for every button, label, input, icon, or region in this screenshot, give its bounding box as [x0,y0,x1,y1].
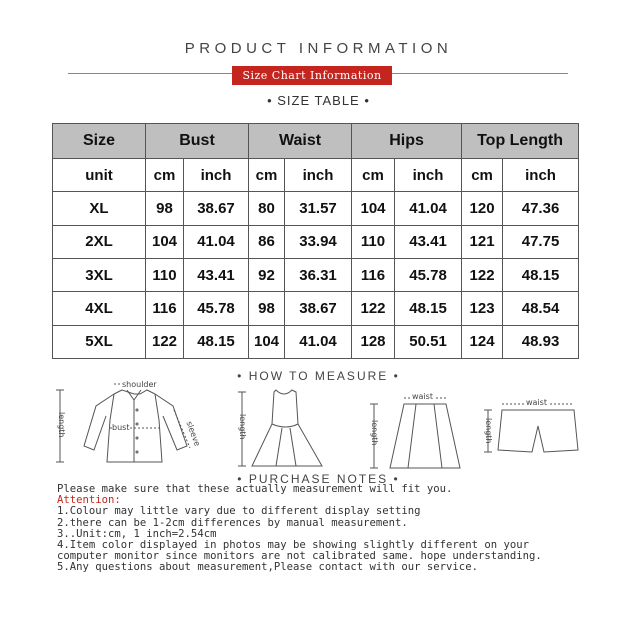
unit-cell: cm [146,159,184,192]
unit-cell: cm [352,159,395,192]
table-cell: 38.67 [285,292,352,325]
table-cell: 47.36 [503,192,579,225]
dress-icon [232,384,342,472]
page-title: PRODUCT INFORMATION [184,40,453,57]
table-cell: 110 [146,259,184,292]
table-cell: 41.04 [395,192,462,225]
table-cell: 123 [462,292,503,325]
size-table-subtitle: • SIZE TABLE • [267,93,370,108]
table-cell: 48.15 [503,259,579,292]
table-cell: 48.15 [184,325,249,358]
header-bust: Bust [146,124,249,159]
sleeve-label: sleeve [184,420,202,448]
unit-label: unit [53,159,146,192]
notes-line: 1.Colour may little vary due to different display setting [57,505,421,518]
size-table [52,123,579,359]
table-cell: 80 [249,192,285,225]
table-cell: 86 [249,225,285,258]
table-cell: 45.78 [184,292,249,325]
shirt-measure-figure [52,380,232,472]
table-cell: 33.94 [285,225,352,258]
notes-line: 2.there can be 1-2cm differences by manual measurement. [57,516,408,529]
skirt-length-label: length [370,420,379,446]
table-header-row [53,124,579,159]
table-cell: 116 [352,259,395,292]
shirt-icon [52,380,232,472]
size-cell: 3XL [53,259,146,292]
table-cell: 122 [146,325,184,358]
unit-cell: inch [503,159,579,192]
table-cell: 120 [462,192,503,225]
notes-line: 3..Unit:cm, 1 inch=2.54cm [57,527,217,540]
table-cell: 48.54 [503,292,579,325]
table-cell: 41.04 [184,225,249,258]
header-top-length: Top Length [462,124,579,159]
notes-line: computer monitor since monitors are not calibrated same. hope understanding. [57,550,542,563]
table-cell: 104 [146,225,184,258]
table-cell: 122 [352,292,395,325]
attention-label: Attention: [57,494,121,507]
table-row [53,325,579,358]
table-cell: 48.93 [503,325,579,358]
header-hips: Hips [352,124,462,159]
notes-line: 5.Any questions about measurement,Please contact with our service. [57,561,478,574]
bust-label: bust [112,423,130,432]
table-cell: 45.78 [395,259,462,292]
notes-line: 4.Item color displayed in photos may be showing slightly different on your [57,539,529,552]
table-cell: 50.51 [395,325,462,358]
skirt-waist-label: waist [412,392,433,401]
table-cell: 92 [249,259,285,292]
size-cell: 5XL [53,325,146,358]
table-row [53,192,579,225]
table-cell: 98 [146,192,184,225]
shoulder-label: shoulder [122,380,157,389]
table-cell: 48.15 [395,292,462,325]
table-cell: 47.75 [503,225,579,258]
notes-line: Please make sure that these actually measurement will fit you. [57,483,453,495]
size-cell: XL [53,192,146,225]
shorts-waist-label: waist [526,398,547,407]
header-size: Size [53,124,146,159]
table-cell: 43.41 [184,259,249,292]
unit-cell: inch [395,159,462,192]
how-to-measure-title: • HOW TO MEASURE • [237,369,400,383]
dress-measure-figure [232,384,342,472]
table-cell: 110 [352,225,395,258]
table-cell: 31.57 [285,192,352,225]
size-chart-badge: Size Chart Information [232,66,392,85]
table-cell: 98 [249,292,285,325]
unit-cell: inch [285,159,352,192]
table-row [53,225,579,258]
dress-length-label: length [238,414,247,440]
purchase-notes [57,484,627,574]
table-cell: 36.31 [285,259,352,292]
unit-cell: inch [184,159,249,192]
skirt-measure-figure [360,388,470,472]
table-row [53,259,579,292]
size-cell: 4XL [53,292,146,325]
shirt-length-label: length [57,412,66,438]
table-cell: 124 [462,325,503,358]
table-row [53,292,579,325]
table-cell: 43.41 [395,225,462,258]
header-waist: Waist [249,124,352,159]
table-cell: 38.67 [184,192,249,225]
shorts-measure-figure [478,396,588,460]
table-cell: 104 [352,192,395,225]
table-cell: 104 [249,325,285,358]
table-cell: 116 [146,292,184,325]
table-cell: 121 [462,225,503,258]
size-cell: 2XL [53,225,146,258]
unit-cell: cm [249,159,285,192]
unit-cell: cm [462,159,503,192]
table-cell: 41.04 [285,325,352,358]
table-cell: 122 [462,259,503,292]
shorts-length-label: length [484,418,493,444]
table-cell: 128 [352,325,395,358]
purchase-notes-title: • PURCHASE NOTES • [237,472,400,486]
table-units-row [53,159,579,192]
